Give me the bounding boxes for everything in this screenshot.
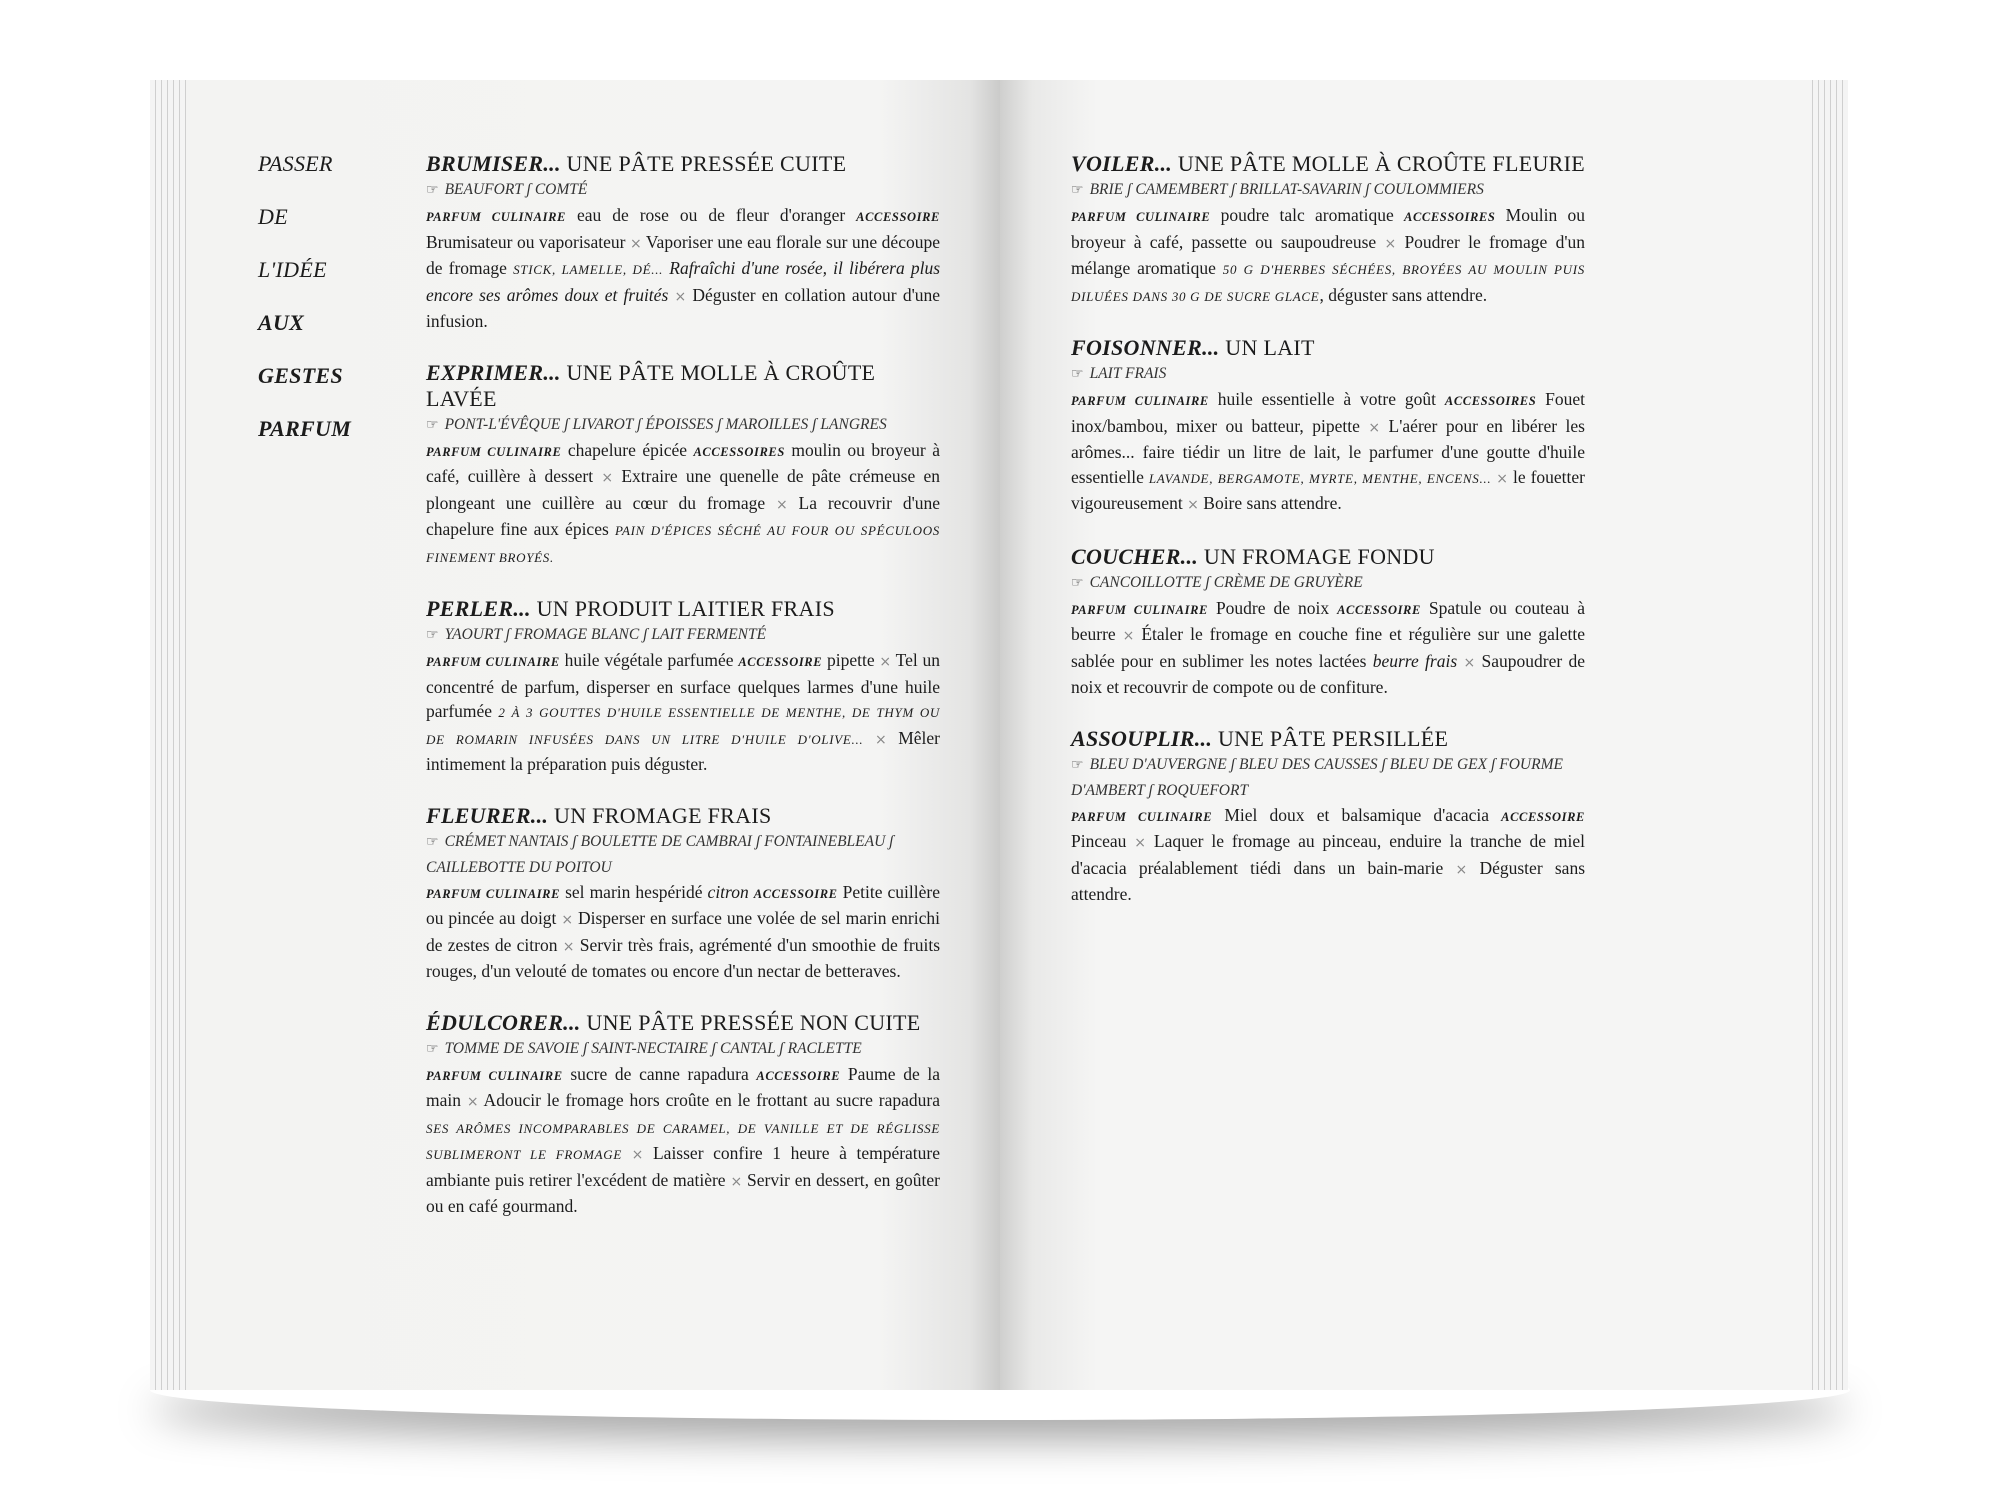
field-label: ACCESSOIRE [738,655,823,669]
body-text: Petite cuillère ou pincée au doigt [426,881,941,928]
body-text: eau de rose ou de fleur d'oranger [565,205,857,225]
field-label: ACCESSOIRES [1404,210,1496,224]
separator-cross-icon: × [561,912,574,928]
side-heading-word: PASSER [258,151,333,176]
recipe-entry [426,803,940,984]
cheese-list [1071,752,1585,803]
entry-heading [1071,726,1585,752]
entry-heading [426,1010,940,1036]
entry-body [426,880,940,984]
cheese-list [1071,177,1585,203]
body-text: huile végétale parfumée [559,650,739,670]
entry-body [426,648,940,777]
entry-body [1071,203,1585,309]
cheese-names: BLEU D'AUVERGNE ʃ BLEU DES CAUSSES ʃ BLEU DE GEX ʃ FOURME D'AMBERT ʃ ROQUEFORT [1071,755,1563,799]
field-label: PARFUM CULINAIRE [426,886,561,901]
cheese-names: BEAUFORT ʃ COMTÉ [444,181,588,198]
left-page-edges [150,80,190,1390]
body-text: Fouet inox/bambou, mixer ou batteur, pipette [1071,389,1586,436]
right-page-edges [1806,80,1848,1390]
pointing-hand-icon: ☞ [426,416,439,433]
italic-note: Rafraîchi d'une rosée, il libérera plus encore ses arômes doux et fruités [426,258,941,305]
body-text: , déguster sans attendre. [1319,284,1488,305]
field-label: ACCESSOIRE [1337,602,1421,617]
small-caps-note: STICK, LAMELLE, DÉ... [513,262,664,277]
separator-cross-icon: × [629,235,642,252]
separator-cross-icon: × [674,288,687,305]
right-page-entries [1071,151,1585,933]
body-text: Servir très frais, agrémenté d'un smoothie de fruits rouges, d'un velouté de tomates ou encore d'un nectar de betteraves. [426,934,940,981]
entry-heading [426,803,940,829]
body-text: Paume de la main [426,1063,941,1110]
entry-object: UN FROMAGE FONDU [1198,543,1435,569]
entry-body [426,203,940,334]
field-label: PARFUM CULINAIRE [1071,809,1213,824]
side-heading-word: PARFUM [258,416,352,441]
body-text: Mêler intimement la préparation puis déguster. [426,727,941,774]
entry-verb: PERLER... [426,596,531,621]
cheese-list [426,829,940,880]
entry-verb: COUCHER... [1071,543,1199,569]
small-caps-note: SES ARÔMES INCOMPARABLES DE CARAMEL, DE VANILLE ET DE RÉGLISSE SUBLIMERONT LE FROMAGE [426,1120,940,1162]
entry-heading [426,151,940,177]
body-text: Poudre de noix [1207,597,1338,618]
separator-cross-icon: × [1463,654,1476,671]
cheese-list [1071,361,1585,387]
cheese-list [1071,570,1585,596]
separator-cross-icon: × [874,731,887,748]
separator-cross-icon: × [1455,861,1468,878]
recipe-entry [426,151,940,334]
separator-cross-icon: × [1368,419,1381,436]
field-label: PARFUM CULINAIRE [426,1068,563,1083]
recipe-entry [426,596,940,777]
entry-object: UNE PÂTE PRESSÉE NON CUITE [580,1009,921,1035]
body-text [622,1143,632,1163]
body-text: Tel un concentré de parfum, disperser en surface quelques larmes d'une huile parfumée [426,650,941,721]
body-text [863,728,875,748]
separator-cross-icon: × [631,1147,644,1163]
italic-note: beurre frais [1372,650,1458,671]
recipe-entry [426,1010,940,1219]
entry-body [1071,803,1585,907]
pointing-hand-icon: ☞ [426,833,439,850]
separator-cross-icon: × [562,938,575,955]
body-text: Laisser confire 1 heure à température ambiante puis retirer l'excédent de matière [426,1143,941,1190]
pointing-hand-icon: ☞ [426,182,439,198]
body-text: Déguster en collation autour d'une infusion. [426,284,940,331]
entry-verb: EXPRIMER... [426,359,561,385]
recipe-entry [426,360,940,571]
entry-verb: BRUMISER... [426,151,561,176]
entry-body [426,1062,940,1219]
body-text: Étaler le fromage en couche fine et régulière sur une galette sablée pour en sublimer les notes lactées [1071,624,1585,671]
body-text: Déguster sans attendre. [1071,857,1585,904]
entry-object: UN LAIT [1219,335,1315,360]
cheese-names: BRIE ʃ CAMEMBERT ʃ BRILLAT-SAVARIN ʃ COULOMMIERS [1089,181,1484,198]
pointing-hand-icon: ☞ [1071,756,1084,773]
field-label: PARFUM CULINAIRE [1071,210,1211,224]
entry-object: UN FROMAGE FRAIS [548,802,772,828]
cheese-list [426,1036,940,1062]
body-text: Brumisateur ou vaporisateur [426,231,630,252]
entry-object: UNE PÂTE MOLLE À CROÛTE FLEURIE [1172,151,1586,176]
body-text: sucre de canne rapadura [562,1063,757,1084]
entry-object: UN PRODUIT LAITIER FRAIS [530,596,835,621]
italic-note: citron [707,881,749,902]
entry-heading [426,360,940,412]
body-text: le fouetter vigoureusement [1071,466,1586,513]
side-heading-word: DE [258,204,288,229]
body-text: chapelure épicée [561,439,694,460]
cheese-list [426,622,940,648]
recipe-entry [1071,544,1585,700]
pointing-hand-icon: ☞ [426,1040,439,1057]
entry-verb: ÉDULCORER... [426,1009,581,1035]
field-label: PARFUM CULINAIRE [1071,602,1208,617]
small-caps-note: 2 À 3 GOUTTES D'HUILE ESSENTIELLE DE MENTHE, DE THYM OU DE ROMARIN INFUSÉES DANS UN LITRE D'HUILE D'OLIVE... [426,705,940,747]
field-label: ACCESSOIRE [753,886,838,901]
entry-object: UNE PÂTE MOLLE À CROÛTE LAVÉE [426,359,876,411]
separator-cross-icon: × [730,1173,743,1190]
field-label: ACCESSOIRES [693,444,785,459]
body-text: Saupoudrer de noix et recouvrir de compote ou de confiture. [1071,650,1585,697]
pointing-hand-icon: ☞ [1071,182,1084,198]
separator-cross-icon: × [601,470,614,486]
recipe-entry [1071,151,1585,309]
side-heading-word: GESTES [258,363,343,388]
body-text: Boire sans attendre. [1198,493,1342,513]
body-text: Servir en dessert, en goûter ou en café gourmand. [426,1169,941,1216]
side-heading-word: AUX [258,310,305,335]
body-text: Poudrer le fromage d'un mélange aromatique [1071,231,1585,278]
entry-body [426,438,940,571]
body-text: Spatule ou couteau à beurre [1071,597,1585,644]
side-heading [258,151,351,469]
separator-cross-icon: × [466,1094,479,1110]
small-caps-note: PAIN D'ÉPICES SÉCHÉ AU FOUR OU SPÉCULOOS FINEMENT BROYÉS. [426,523,940,565]
cheese-names: LAIT FRAIS [1089,365,1167,382]
pointing-hand-icon: ☞ [426,627,439,643]
body-text: Extraire une quenelle de pâte crémeuse en plongeant une cuillère au cœur du fromage [426,466,940,513]
separator-cross-icon: × [1496,470,1509,487]
body-text: pipette [822,650,880,670]
entry-verb: ASSOUPLIR... [1071,725,1213,751]
entry-body [1071,596,1585,700]
body-text: L'aérer pour en libérer les arômes... faire tiédir un litre de lait, le parfumer d'une goutte d'huile essentielle [1071,415,1585,487]
separator-cross-icon: × [1134,835,1147,851]
entry-heading [1071,544,1585,570]
small-caps-note: LAVANDE, BERGAMOTE, MYRTE, MENTHE, ENCENS... [1148,470,1492,486]
entry-body [1071,387,1585,518]
recipe-entry [1071,335,1585,518]
entry-verb: VOILER... [1071,151,1173,176]
field-label: PARFUM CULINAIRE [426,655,560,669]
body-text: Disperser en surface une volée de sel marin enrichi de zestes de citron [426,908,940,955]
entry-verb: FOISONNER... [1071,335,1220,360]
side-heading-word: L'IDÉE [258,257,327,282]
field-label: PARFUM CULINAIRE [1071,394,1209,408]
entry-object: UNE PÂTE PERSILLÉE [1212,725,1449,751]
cheese-names: PONT-L'ÉVÊQUE ʃ LIVAROT ʃ ÉPOISSES ʃ MAROILLES ʃ LANGRES [444,415,887,433]
pointing-hand-icon: ☞ [1071,574,1084,591]
body-text: Miel doux et balsamique d'acacia [1212,804,1502,825]
field-label: PARFUM CULINAIRE [426,444,562,459]
field-label: ACCESSOIRE [756,1068,841,1083]
separator-cross-icon: × [775,496,788,513]
separator-cross-icon: × [1122,628,1135,644]
left-page-entries [426,151,940,1245]
entry-heading [426,596,940,622]
cheese-names: TOMME DE SAVOIE ʃ SAINT-NECTAIRE ʃ CANTAL ʃ RACLETTE [444,1039,862,1057]
body-text: Vaporiser une eau florale sur une découpe de fromage [426,231,940,278]
body-text: Pinceau [1071,831,1135,851]
body-text: moulin ou broyeur à café, cuillère à dessert [426,439,940,486]
entry-verb: FLEURER... [426,802,549,828]
cheese-list [426,412,940,438]
entry-heading [1071,151,1585,177]
body-text: huile essentielle à votre goût [1208,389,1445,409]
cheese-names: YAOURT ʃ FROMAGE BLANC ʃ LAIT FERMENTÉ [444,626,767,643]
field-label: PARFUM CULINAIRE [426,210,566,224]
field-label: ACCESSOIRE [1501,809,1585,824]
body-text: Adoucir le fromage hors croûte en le frottant au sucre rapadura [478,1090,940,1110]
cheese-names: CRÉMET NANTAIS ʃ BOULETTE DE CAMBRAI ʃ FONTAINEBLEAU ʃ CAILLEBOTTE DU POITOU [426,832,894,876]
field-label: ACCESSOIRES [1444,394,1537,408]
pointing-hand-icon: ☞ [1071,366,1084,382]
body-text: La recouvrir d'une chapelure fine aux épices [426,492,940,539]
cheese-list [426,177,940,203]
separator-cross-icon: × [1384,235,1397,252]
small-caps-note: 50 G D'HERBES SÉCHÉES, BROYÉES AU MOULIN PUIS DILUÉES DANS 30 G DE SUCRE GLACE [1071,262,1586,304]
recipe-entry [1071,726,1585,907]
field-label: ACCESSOIRE [856,210,940,224]
cheese-names: CANCOILLOTTE ʃ CRÈME DE GRUYÈRE [1089,573,1363,591]
body-text: poudre talc aromatique [1210,205,1405,225]
body-text: Moulin ou broyeur à café, passette ou saupoudreuse [1071,205,1586,252]
body-text: Laquer le fromage au pinceau, enduire la tranche de miel d'acacia préalablement tiédi dans un bain-marie [1071,831,1585,878]
separator-cross-icon: × [1187,497,1199,513]
entry-heading [1071,335,1585,361]
body-text: sel marin hespéridé [560,881,708,902]
entry-object: UNE PÂTE PRESSÉE CUITE [560,151,847,176]
separator-cross-icon: × [879,654,892,670]
